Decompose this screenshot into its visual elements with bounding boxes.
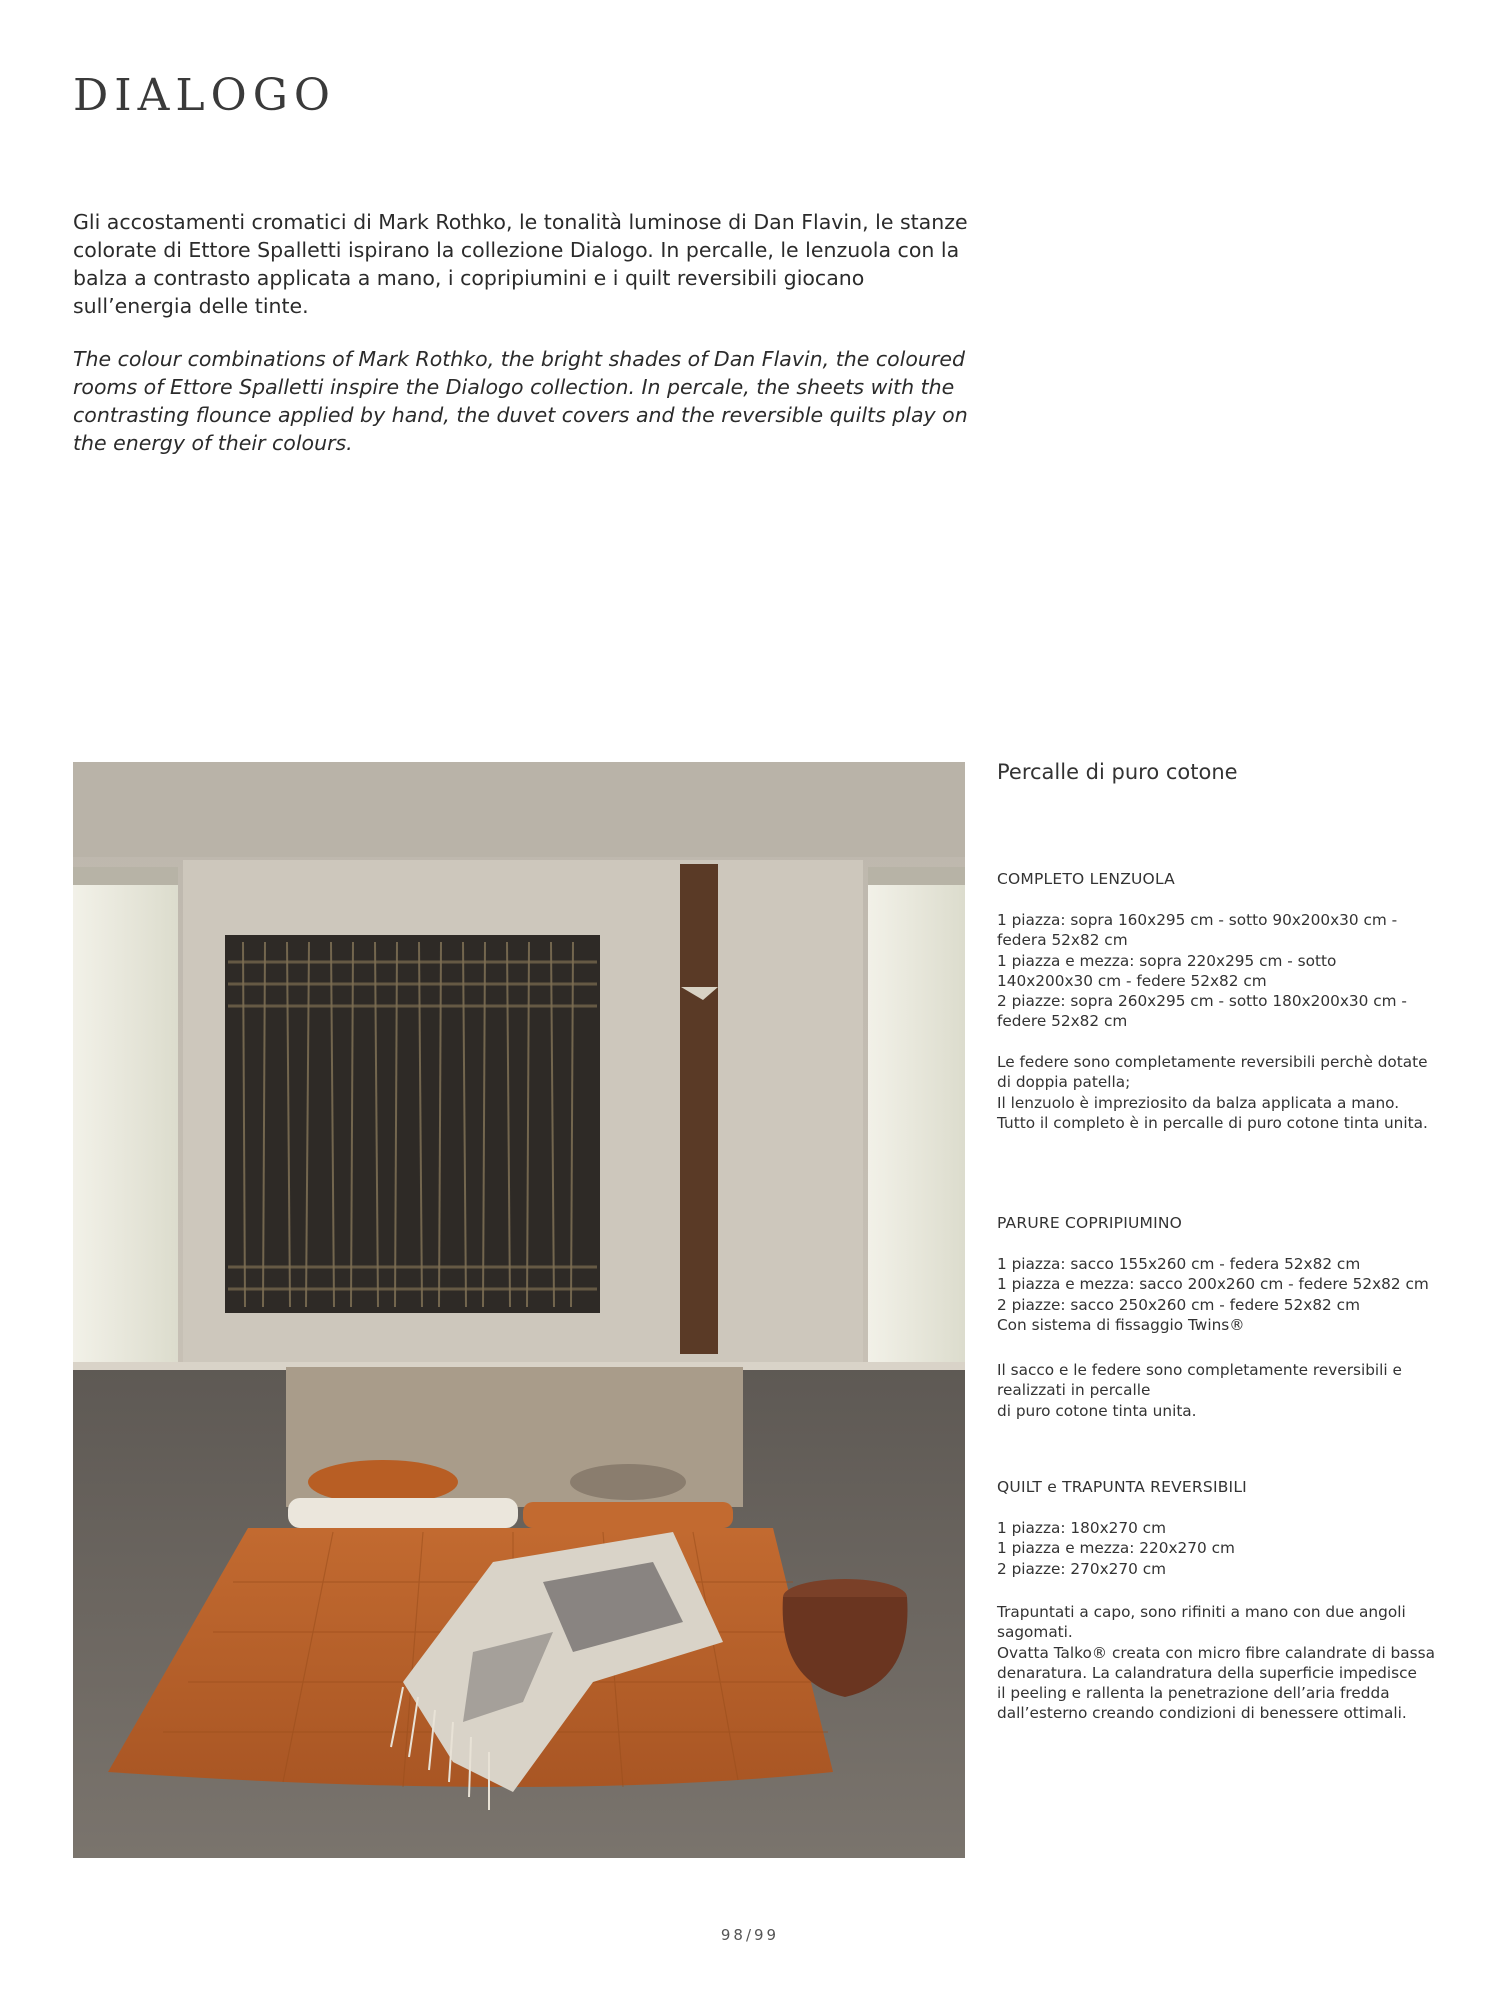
section-heading: COMPLETO LENZUOLA <box>997 870 1175 888</box>
intro-english: The colour combinations of Mark Rothko, the bright shades of Dan Flavin, the coloured rooms of Ettore Spalletti inspire the Dialogo collection. In percale, the sheets with the contrasting flounce applied by hand, the duvet covers and the reversible quilts play on the energy of their colours. <box>73 347 968 455</box>
page-title: DIALOGO <box>73 70 336 121</box>
page-number: 98/99 <box>720 1926 780 1944</box>
subtitle: Percalle di puro cotone <box>997 760 1238 784</box>
section-heading: PARURE COPRIPIUMINO <box>997 1214 1183 1232</box>
section-text: Trapuntati a capo, sono rifiniti a mano con due angoli sagomati. Ovatta Talko® creata con micro fibre calandrate di bassa denaratura. La calandratura della superficie impedisce il peeling e rallenta la penetrazione dell’aria fredda dall’esterno creando condizioni di benessere ottimali. <box>997 1603 1435 1723</box>
section-text: Il sacco e le federe sono completamente reversibili e realizzati in percalle di puro cotone tinta unita. <box>997 1361 1402 1420</box>
intro-italian: Gli accostamenti cromatici di Mark Rothko, le tonalità luminose di Dan Flavin, le stanze colorate di Ettore Spalletti ispirano la collezione Dialogo. In percalle, le lenzuola con la balza a contrasto applicata a mano, i copripiumini e i quilt reversibili giocano sull’energia delle tinte. <box>73 210 968 318</box>
section-text: 1 piazza: 180x270 cm 1 piazza e mezza: 220x270 cm 2 piazze: 270x270 cm <box>997 1519 1235 1578</box>
section-text: 1 piazza: sopra 160x295 cm - sotto 90x200x30 cm - federa 52x82 cm 1 piazza e mezza: sopra 220x295 cm - sotto 140x200x30 cm - federe 52x82 cm 2 piazze: sopra 260x295 cm - sotto 180x200x30 cm - federe 52x82 cm <box>997 911 1407 1031</box>
section-heading: QUILT e TRAPUNTA REVERSIBILI <box>997 1478 1247 1496</box>
section-text: 1 piazza: sacco 155x260 cm - federa 52x82 cm 1 piazza e mezza: sacco 200x260 cm - federe 52x82 cm 2 piazze: sacco 250x260 cm - federe 52x82 cm Con sistema di fissaggio Twins® <box>997 1255 1429 1334</box>
section-text: Le federe sono completamente reversibili perchè dotate di doppia patella; Il lenzuolo è impreziosito da balza applicata a mano. Tutto il completo è in percalle di puro cotone tinta unita. <box>997 1053 1428 1132</box>
bedroom-photo <box>73 762 965 1858</box>
